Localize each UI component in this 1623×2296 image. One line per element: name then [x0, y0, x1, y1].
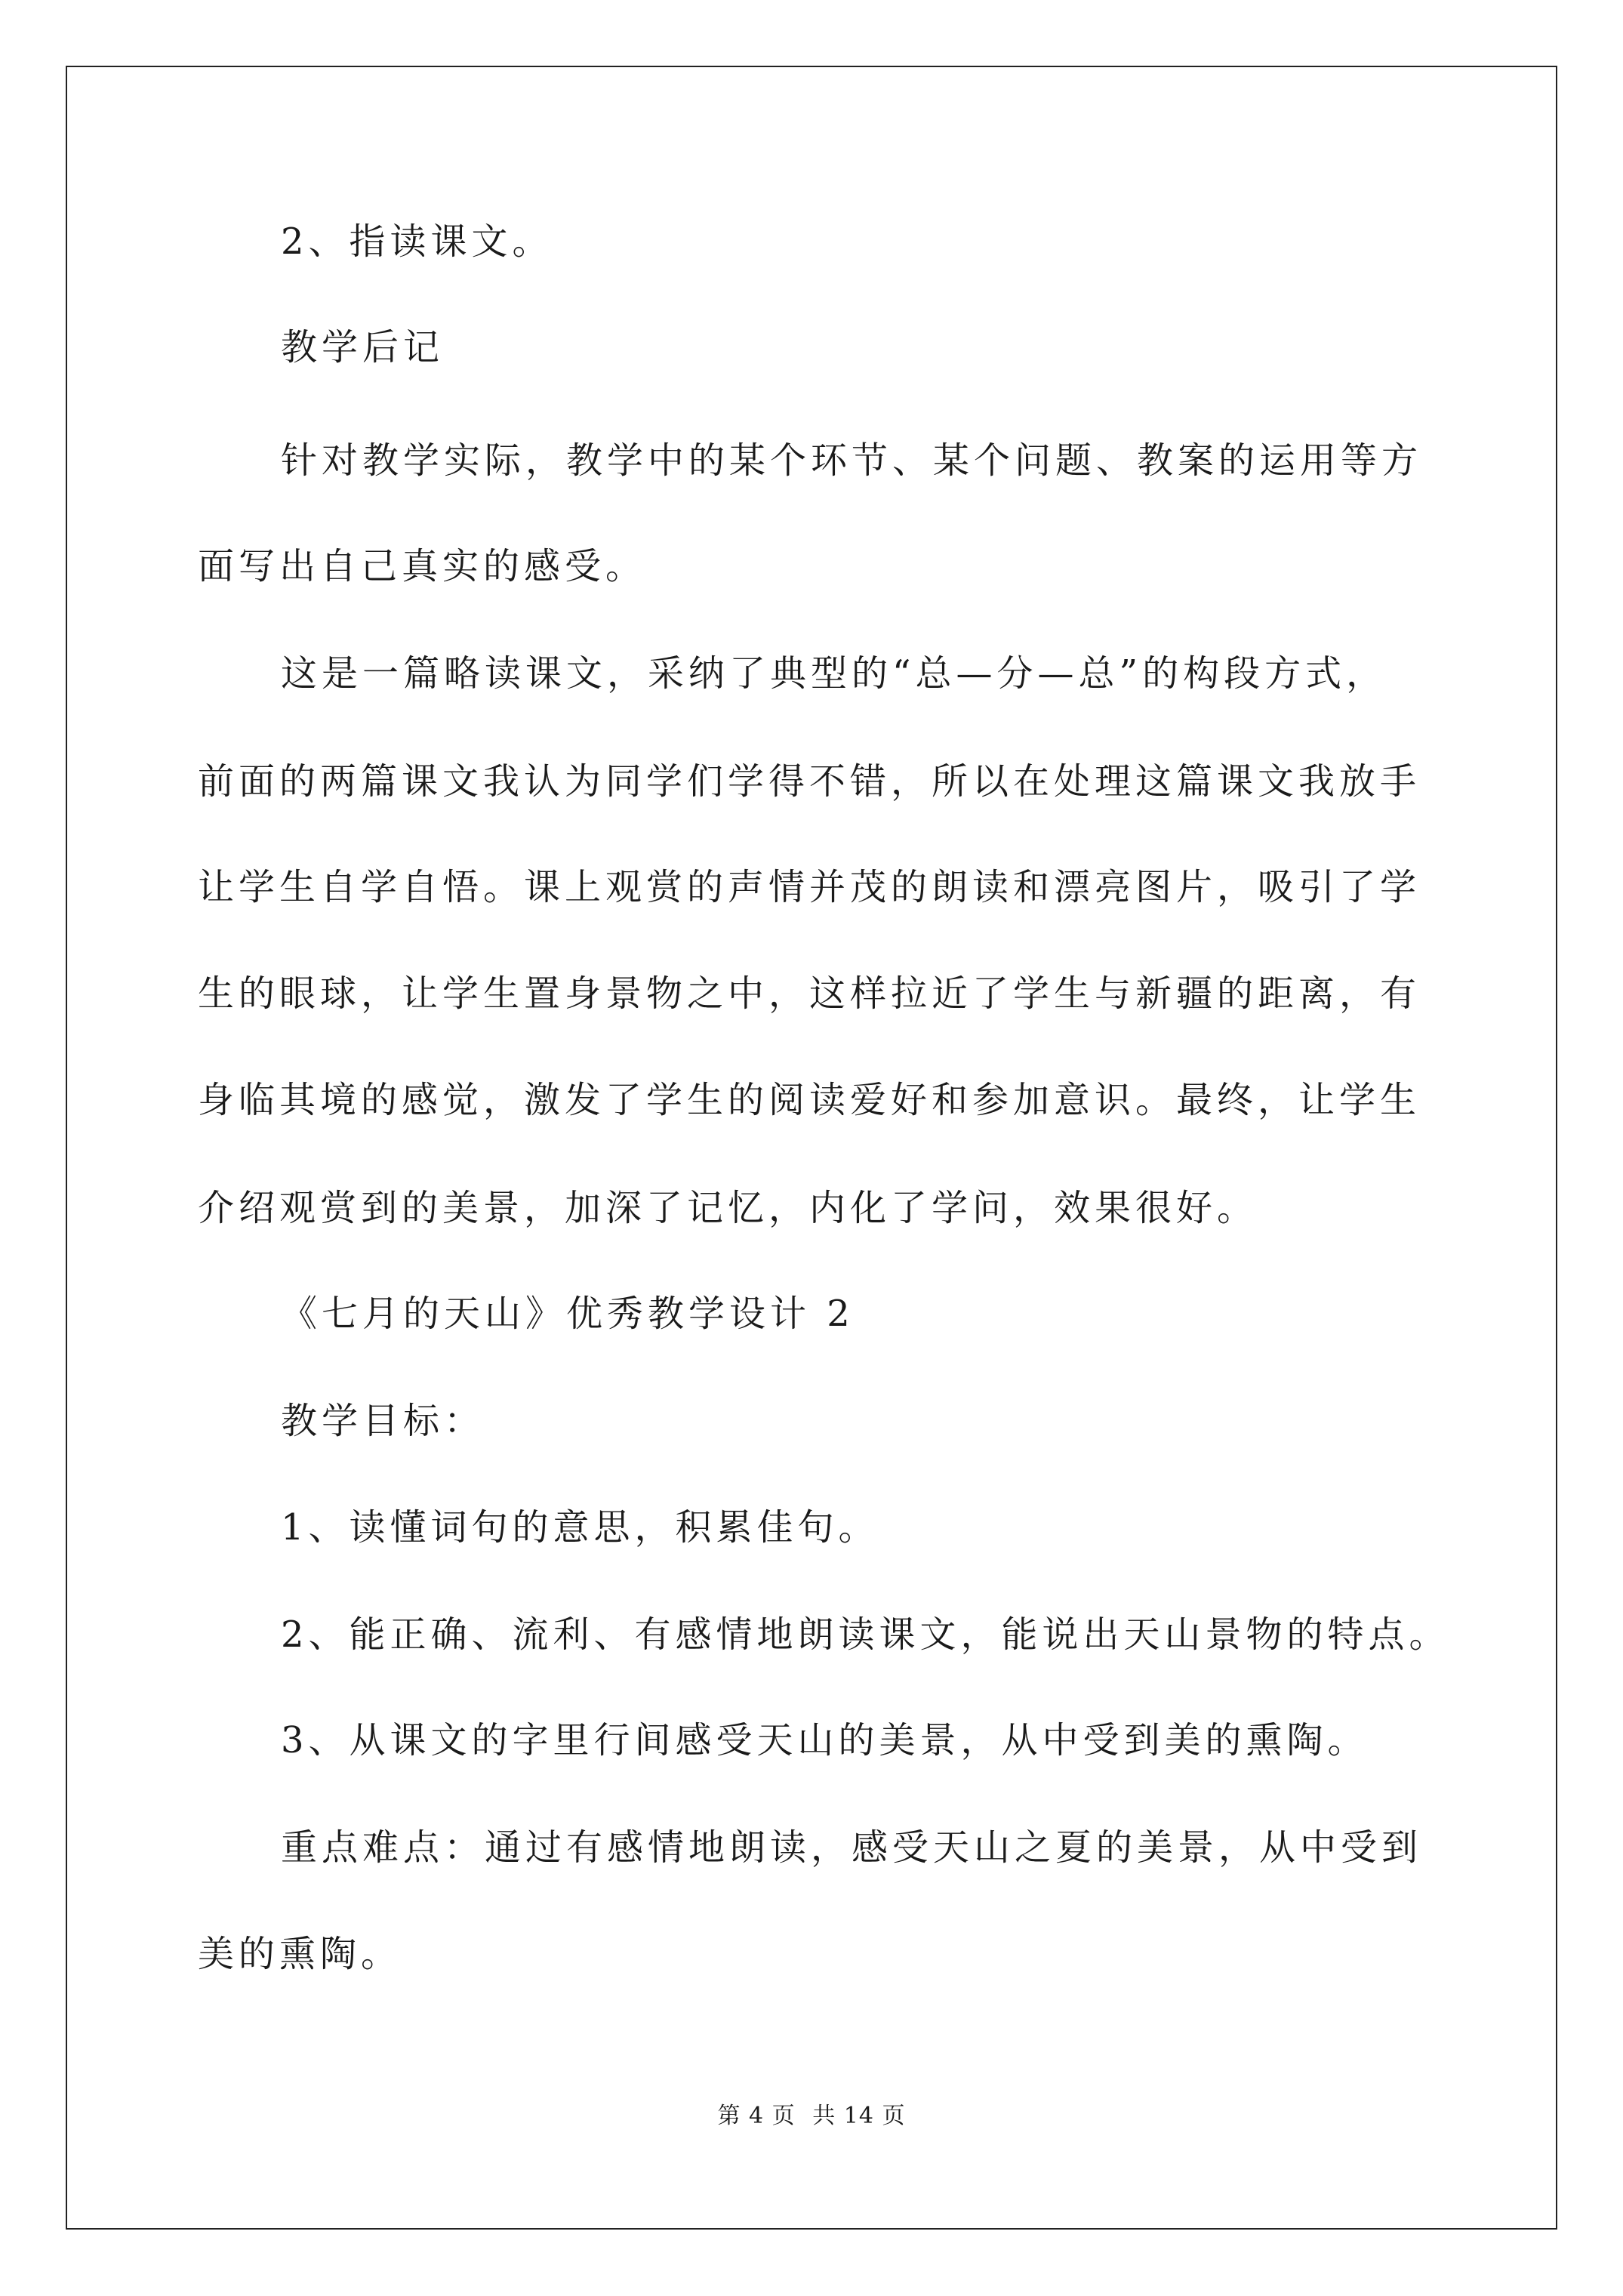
- total-pages: 共 14 页: [812, 2103, 906, 2129]
- list-item: 1、读懂词句的意思，积累佳句。: [281, 1506, 879, 1549]
- text-line: 2、指读课文。: [281, 220, 553, 263]
- section-heading: 教学目标：: [281, 1400, 485, 1442]
- text-line: 重点难点：通过有感情地朗读，感受天山之夏的美景，从中受到: [281, 1826, 1423, 1869]
- text-line: 让学生自学自悟。课上观赏的声情并茂的朗读和漂亮图片，吸引了学: [198, 866, 1421, 908]
- page-footer: [0, 2103, 1623, 2130]
- page-border: [66, 66, 1557, 2230]
- list-item: 2、能正确、流利、有感情地朗读课文，能说出天山景物的特点。: [281, 1613, 1450, 1656]
- section-heading: 教学后记: [281, 326, 445, 368]
- text-line: 介绍观赏到的美景，加深了记忆，内化了学问，效果很好。: [198, 1187, 1258, 1229]
- text-line: 针对教学实际，教学中的某个环节、某个问题、教案的运用等方: [281, 439, 1423, 482]
- current-page: 第 4 页: [717, 2103, 796, 2129]
- text-line: 美的熏陶。: [198, 1933, 402, 1975]
- section-heading: 《七月的天山》优秀教学设计 2: [281, 1293, 855, 1335]
- text-line: 面写出自己真实的感受。: [198, 545, 647, 587]
- text-line: 这是一篇略读课文，采纳了典型的“总—分—总”的构段方式，: [281, 652, 1387, 695]
- text-line: 前面的两篇课文我认为同学们学得不错，所以在处理这篇课文我放手: [198, 760, 1421, 803]
- text-line: 身临其境的感觉，激发了学生的阅读爱好和参加意识。最终，让学生: [198, 1079, 1421, 1121]
- text-line: 生的眼球，让学生置身景物之中，这样拉近了学生与新疆的距离，有: [198, 972, 1421, 1015]
- list-item: 3、从课文的字里行间感受天山的美景，从中受到美的熏陶。: [281, 1719, 1369, 1761]
